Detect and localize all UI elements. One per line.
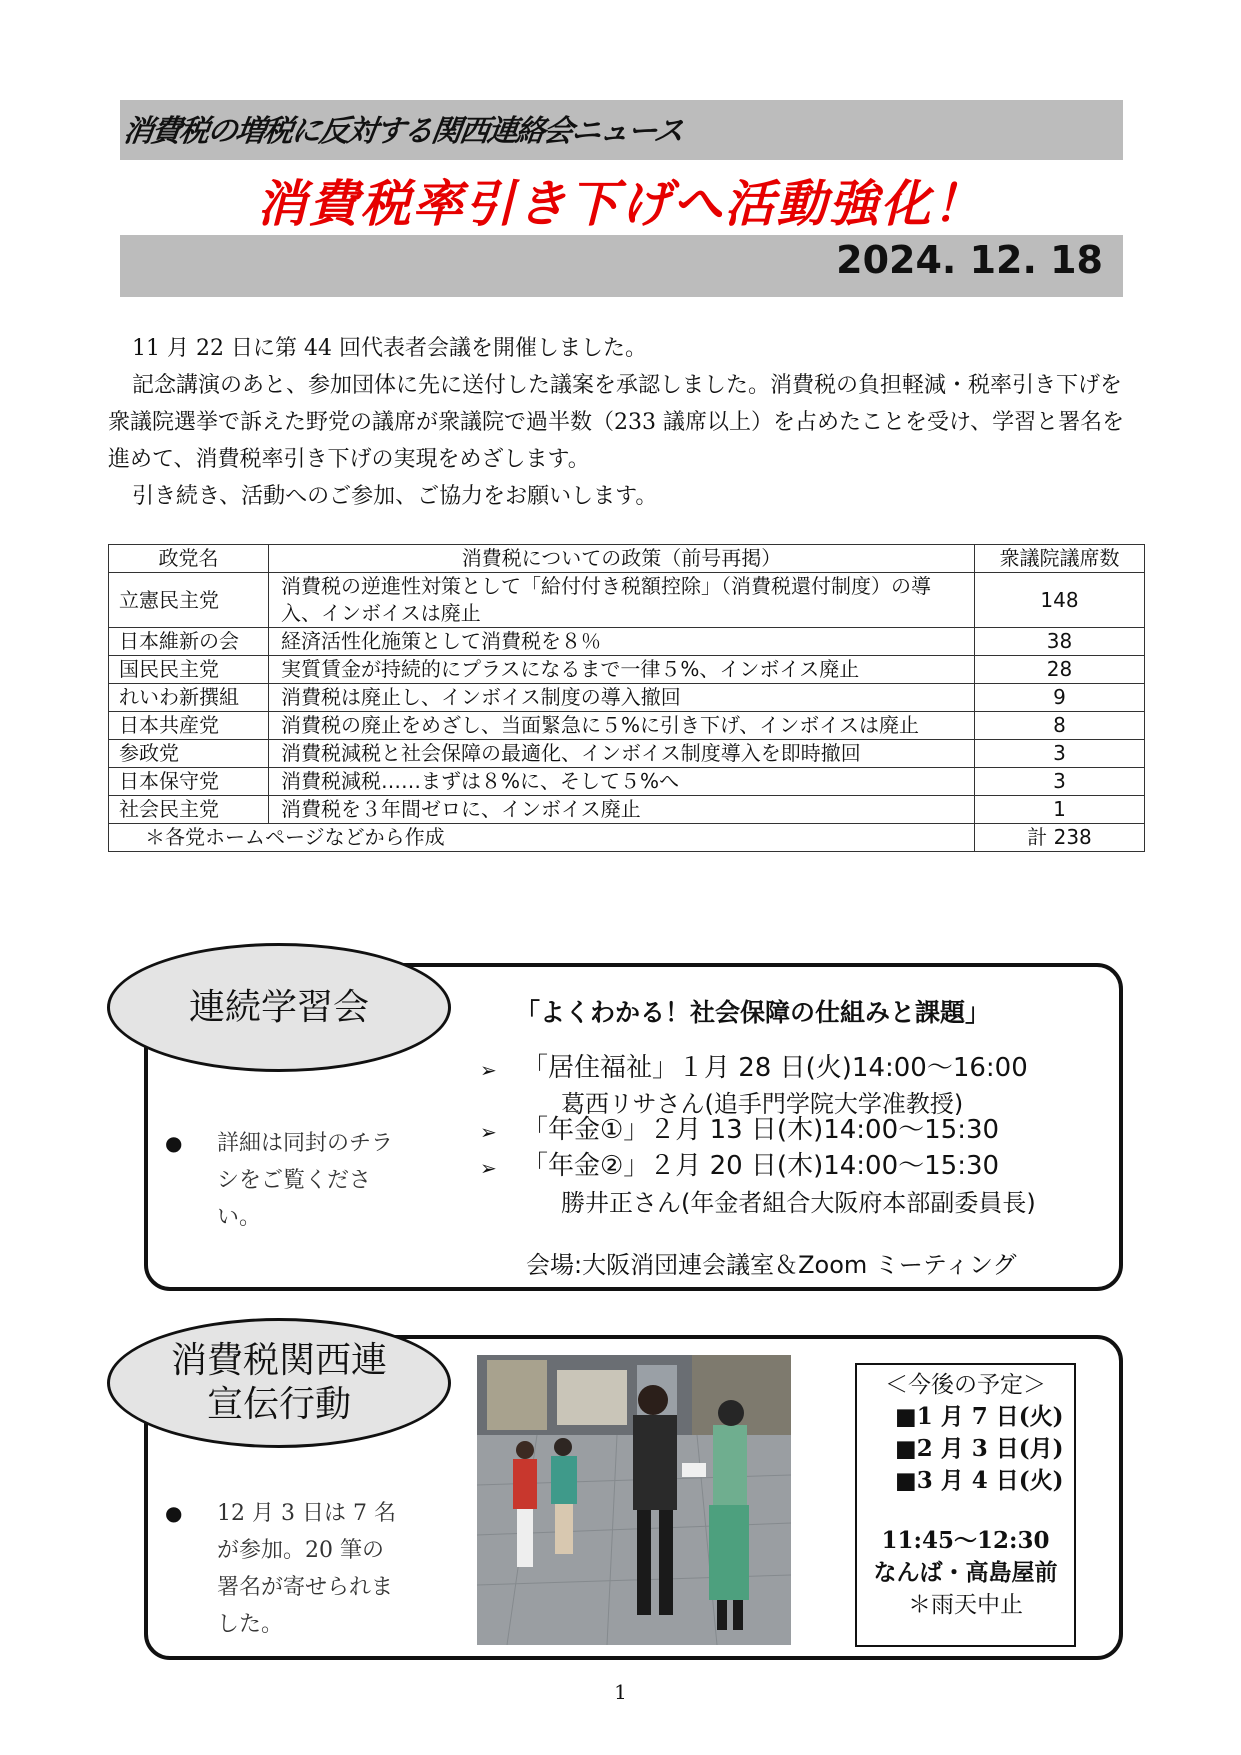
- table-row: [109, 628, 1145, 656]
- total-seats: 計 238: [975, 824, 1145, 852]
- study-series-title: 「よくわかる！社会保障の仕組みと課題」: [515, 998, 991, 1027]
- campaign-note: [165, 1495, 397, 1643]
- study-venue: 会場:大阪消団連会議室＆Zoom ミーティング: [526, 1251, 1017, 1279]
- intro-paragraph: 記念講演のあと、参加団体に先に送付した議案を承認しました。消費税の負担軽減・税率引き下げを衆議院選挙で訴えた野党の議席が衆議院で過半数（233 議席以上）を占めたことを受け、学習と署名を進めて、消費税率引き下げの実現をめざします。: [108, 373, 1125, 472]
- schedule-date: ■2 月 3 日(月): [895, 1435, 1064, 1462]
- photo-illustration: [477, 1355, 791, 1645]
- party-seats: 148: [975, 573, 1145, 628]
- header-party: 政党名: [109, 545, 269, 573]
- table-row: [109, 740, 1145, 768]
- study-note-text: 詳細は同封のチラシをご覧ください。: [217, 1131, 394, 1230]
- schedule-date: ■1 月 7 日(火): [895, 1403, 1064, 1430]
- party-policy: 経済活性化施策として消費税を８％: [269, 628, 975, 656]
- party-seats: 9: [975, 684, 1145, 712]
- party-name: 日本保守党: [109, 768, 269, 796]
- intro-text: [108, 330, 1128, 515]
- session-label: 「年金②」２月 20 日(木)14:00～15:30: [522, 1151, 1000, 1181]
- schedule-dates: [857, 1401, 1074, 1497]
- table-source-note: ＊各党ホームページなどから作成: [109, 824, 975, 852]
- session-presenter: 勝井正さん(年金者組合大阪府本部副委員長): [561, 1189, 1036, 1217]
- schedule-date: ■3 月 4 日(火): [895, 1467, 1064, 1494]
- campaign-badge: [107, 1318, 451, 1448]
- party-policy: 消費税の逆進性対策として「給付付き税額控除」（消費税還付制度）の導入、インボイスは廃止: [269, 573, 975, 628]
- intro-paragraph: 11 月 22 日に第 44 回代表者会議を開催しました。: [132, 336, 647, 361]
- table-row: [109, 684, 1145, 712]
- party-policy: 消費税減税と社会保障の最適化、インボイス制度導入を即時撤回: [269, 740, 975, 768]
- bullet-icon: ●: [165, 1501, 183, 1525]
- party-seats: 3: [975, 768, 1145, 796]
- party-name: 日本共産党: [109, 712, 269, 740]
- party-name: 国民民主党: [109, 656, 269, 684]
- party-policy: 消費税は廃止し、インボイス制度の導入撤回: [269, 684, 975, 712]
- page-number: 1: [614, 1680, 627, 1704]
- street-campaign-photo: [477, 1355, 791, 1645]
- party-policy: 消費税を３年間ゼロに、インボイス廃止: [269, 796, 975, 824]
- table-row: [109, 712, 1145, 740]
- schedule-time: 11:45～12:30: [881, 1527, 1050, 1554]
- party-policy: 実質賃金が持続的にプラスになるまで一律５%、インボイス廃止: [269, 656, 975, 684]
- arrow-bullet-icon: ➢: [480, 1156, 497, 1180]
- party-name: 社会民主党: [109, 796, 269, 824]
- arrow-bullet-icon: ➢: [480, 1120, 497, 1144]
- intro-paragraph: 引き続き、活動へのご参加、ご協力をお願いします。: [132, 484, 658, 509]
- upcoming-schedule: [855, 1363, 1076, 1647]
- party-policy: 消費税の廃止をめざし、当面緊急に５%に引き下げ、インボイスは廃止: [269, 712, 975, 740]
- party-seats: 3: [975, 740, 1145, 768]
- party-policy: 消費税減税……まずは８%に、そして５%へ: [269, 768, 975, 796]
- study-session-badge: 連続学習会: [107, 943, 451, 1072]
- schedule-place: なんば・高島屋前: [873, 1559, 1058, 1586]
- campaign-badge-line: 消費税関西連: [170, 1340, 387, 1381]
- table-header-row: [109, 545, 1145, 573]
- party-seats: 1: [975, 796, 1145, 824]
- newsletter-series-title: 消費税の増税に反対する関西連絡会ニュース: [121, 114, 685, 149]
- headline: 消費税率引き下げへ活動強化！: [256, 175, 985, 233]
- session-label: 「年金①」２月 13 日(木)14:00～15:30: [522, 1115, 1000, 1145]
- rain-note: ＊雨天中止: [908, 1592, 1023, 1618]
- party-seats: 28: [975, 656, 1145, 684]
- table-row: [109, 796, 1145, 824]
- party-policy-table: [108, 544, 1145, 852]
- schedule-heading: ＜今後の予定＞: [885, 1372, 1046, 1398]
- bullet-icon: ●: [165, 1131, 183, 1155]
- table-row: [109, 768, 1145, 796]
- campaign-note-text: 12 月 3 日は 7 名が参加。20 筆の署名が寄せられました。: [217, 1501, 396, 1637]
- issue-date: 2024. 12. 18: [836, 238, 1103, 282]
- header-seats: 衆議院議席数: [975, 545, 1145, 573]
- table-row: [109, 656, 1145, 684]
- campaign-badge-line: 宣伝行動: [206, 1384, 351, 1425]
- party-seats: 38: [975, 628, 1145, 656]
- session-presenter: 葛西リサさん(追手門学院大学准教授): [561, 1090, 964, 1118]
- party-name: れいわ新撰組: [109, 684, 269, 712]
- table-row: [109, 573, 1145, 628]
- party-seats: 8: [975, 712, 1145, 740]
- study-note: [165, 1125, 407, 1236]
- party-name: 立憲民主党: [109, 573, 269, 628]
- table-footer-row: [109, 824, 1145, 852]
- session-label: 「居住福祉」１月 28 日(火)14:00～16:00: [522, 1053, 1028, 1083]
- arrow-bullet-icon: ➢: [480, 1058, 497, 1082]
- party-name: 日本維新の会: [109, 628, 269, 656]
- header-policy: 消費税についての政策（前号再掲）: [269, 545, 975, 573]
- party-name: 参政党: [109, 740, 269, 768]
